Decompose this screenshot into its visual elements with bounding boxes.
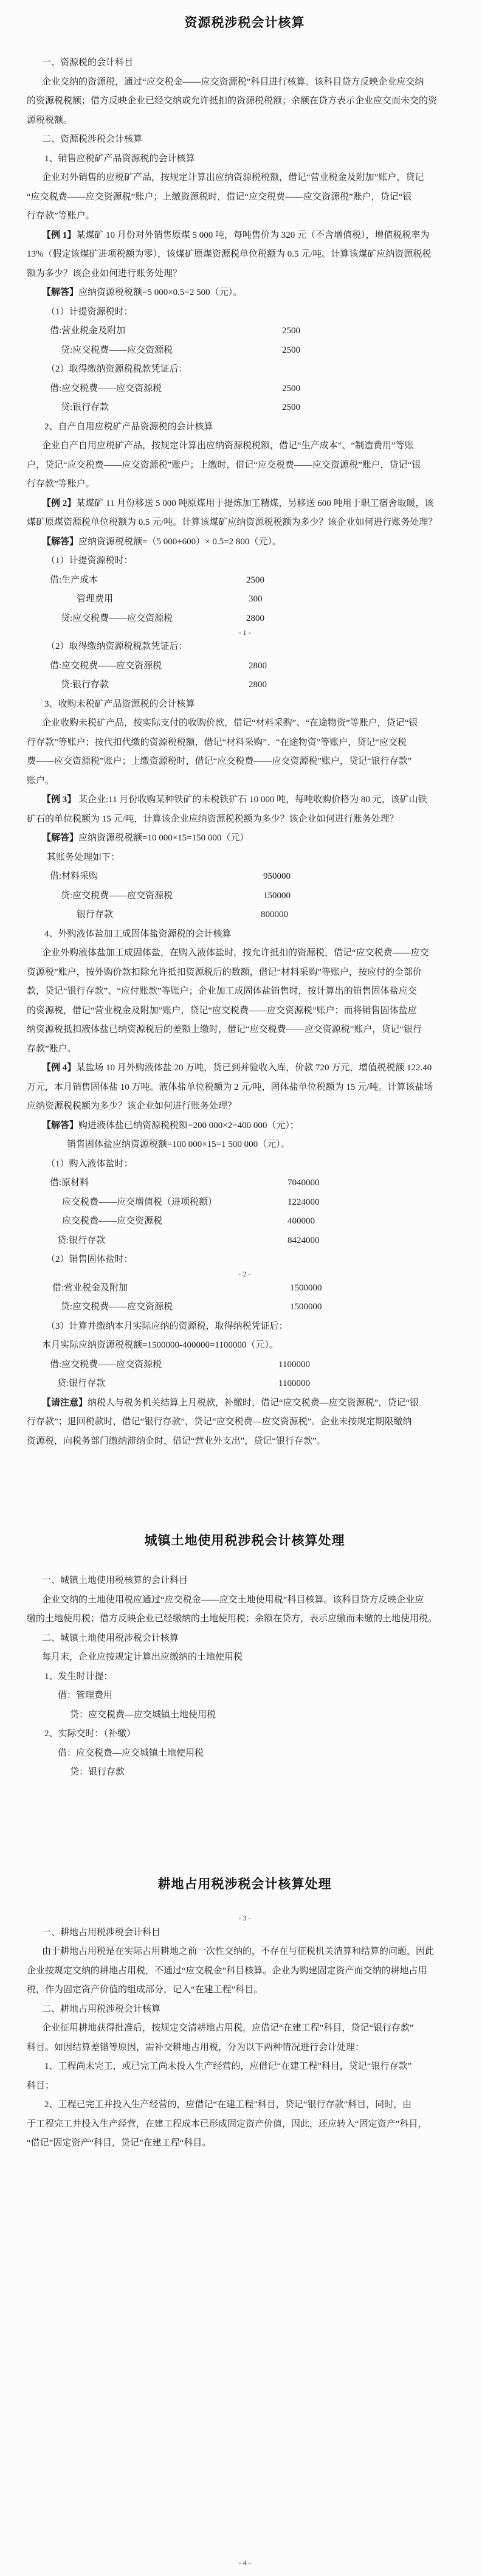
doc-line: 2、自产自用应税矿产品资源税的会计核算 — [44, 421, 213, 432]
doc-line: 行存款”等账户。 — [27, 211, 95, 221]
doc-line: 由于耕地占用税是在实际占用耕地之前一次性交纳的，不存在与征税机关清算和结算的问题，因此 — [42, 1947, 435, 1956]
doc-line: 企业对外销售的应税矿产品，按规定计算出应纳资源税税额，借记“营业税金及附加”账户，贷记 — [42, 173, 424, 182]
section-title: 耕地占用税涉税会计核算处理 — [157, 1876, 332, 1891]
emphasis-label: 【例 4】 — [42, 1063, 77, 1073]
doc-line: 贷：应交税费—应交城镇土地使用税 — [70, 1709, 216, 1720]
doc-line: 企业交纳的资源税，通过“应交税金——应交资源税”科目进行核算。该科目贷方反映企业应交纳 — [42, 77, 424, 87]
doc-line: 管理费用 300 — [27, 590, 463, 609]
doc-line: 贷:应交税费——应交资源税 1500000 — [27, 1298, 463, 1317]
ledger-amount: 1500000 — [290, 1302, 322, 1312]
doc-line: 矿石的单位税额为 15 元/吨，计算该企业应纳资源税税额为多少？该企业如何进行账务处理？ — [27, 814, 399, 824]
doc-line: 缴的土地使用税；借方反映企业已经缴纳的土地使用税；余额在贷方，表示应缴而未缴的土地使用税。 — [27, 1614, 438, 1624]
ledger-amount: 7040000 — [287, 1178, 320, 1188]
doc-line: 企业自产自用应税矿产品，按规定计算出应纳资源税税额，借记“生产成本”、“制造费用”等账 — [42, 441, 414, 451]
doc-line: 1、发生时计提： — [44, 1671, 113, 1681]
doc-line: 借:生产成本 2500 — [27, 571, 463, 590]
emphasis-label: 【解答】 — [42, 1120, 79, 1130]
doc-line: 其账务处理如下： — [47, 852, 120, 862]
ledger-amount: 800000 — [261, 910, 288, 919]
doc-line: （1）购入液体盐时： — [46, 1158, 133, 1169]
doc-line: 一、城镇土地使用税核算的会计科目 — [42, 1576, 188, 1585]
doc-line: 借：应交税费—应交城镇土地使用税 — [58, 1748, 204, 1758]
ledger-amount: 1100000 — [278, 1359, 310, 1369]
ledger-amount: 1100000 — [278, 1379, 310, 1388]
doc-line: 行存款”等账户。 — [27, 479, 95, 489]
doc-line: 2、实际交时：（补缴） — [44, 1729, 136, 1739]
ledger-amount: 2500 — [246, 575, 264, 585]
doc-line: 的资源税，借记“营业税金及附加”账户，贷记“应交税费——应交资源税”账户；而将销售固体盐应 — [27, 1005, 417, 1016]
doc-line: 应纳资源税税额为多少？该企业如何进行账务处理？ — [27, 1101, 237, 1111]
emphasis-label: 【请注意】 — [42, 1397, 88, 1408]
doc-line: 行存款”等账户；按代扣代缴的资源税税额，借记“材料采购”、“在途物资”等账户，贷记“应交税 — [27, 737, 407, 747]
doc-line: 企业外购液体盐加工成固体盐，在购入液体盐时，按允许抵扣的资源税，借记“应交税费——应交 — [42, 948, 429, 958]
doc-line: 二、资源税涉税会计核算 — [42, 134, 143, 144]
doc-line: 销售固体盐应纳资源税额=100 000×15=1 500 000（元）。 — [67, 1140, 290, 1149]
emphasis-label: 【例 3】 — [42, 795, 77, 805]
doc-line: 贷:应交税费——应交资源税 150000 — [27, 887, 463, 906]
section-farmland-occupation-tax — [27, 1875, 463, 2153]
doc-line: 【解答】应纳资源税税额=（5 000+600）× 0.5=2 800（元）。 — [42, 536, 281, 547]
doc-line: 纳资源税抵扣液体盐已纳资源税后的差额上缴时，借记“应交税费——应交资源税”账户，贷记“银行 — [27, 1025, 422, 1034]
ledger-amount: 2500 — [282, 326, 300, 336]
ledger-amount: 400000 — [287, 1216, 315, 1226]
emphasis-label: 【解答】 — [42, 833, 79, 843]
doc-line: 煤矿原煤资源税单位税额为 0.5 元/吨。计算该煤矿应纳资源税税额为多少？该企业如何进行账务处理？ — [27, 518, 438, 527]
ledger-amount: 2800 — [249, 680, 267, 690]
doc-line: 借:应交税费——应交资源税 2500 — [27, 379, 463, 399]
ledger-amount: 2800 — [249, 660, 267, 671]
doc-line: 13%（假定该煤矿进项税额为零），该煤矿原煤资源税单位税额为 0.5 元/吨。计算该煤矿应纳资源税税 — [27, 249, 432, 259]
doc-line: 银行存款 800000 — [27, 905, 463, 925]
doc-line: 【解答】应纳资源税税额=5 000×0.5=2 500（元）。 — [42, 288, 243, 297]
doc-line: 借:材料采购 950000 — [27, 867, 463, 887]
emphasis-label: 【例 1】 — [42, 230, 77, 240]
page-number: - 1 - — [238, 628, 251, 637]
doc-line: 企业征用耕地获得批准后，按规定交清耕地占用税，应借记“在建工程”科目，贷记“银行存款” — [42, 2023, 414, 2033]
doc-line: 借:营业税金及附加 1500000 — [27, 1279, 463, 1298]
doc-line: 税，作为固定资产价值的组成部分，记入“在建工程”科目。 — [27, 1985, 263, 1995]
section-title: 资源税涉税会计核算 — [184, 15, 305, 30]
doc-line: 贷:银行存款 1100000 — [27, 1374, 463, 1394]
doc-line: 3、收购未税矿产品资源税的会计核算 — [44, 699, 195, 709]
doc-line: 行存款”；退回税款时，借记“银行存款”，贷记“应交税费—应交资源税”。企业未按规定期限缴纳 — [27, 1417, 412, 1427]
doc-line: 二、城镇土地使用税涉税会计核算 — [42, 1633, 179, 1643]
doc-line: （2）取得缴纳资源税税款凭证后： — [46, 364, 188, 374]
doc-line: 【例 2】某煤矿 11 月份移送 5 000 吨原煤用于提炼加工精煤，另移送 600 吨用于职工宿舍取暖，该 — [42, 498, 434, 508]
doc-line: 贷:银行存款 8424000 — [27, 1231, 463, 1251]
ledger-amount: 1500000 — [290, 1283, 322, 1293]
doc-line: “应交税费——应交资源税”账户；上缴资源税时，借记“应交税费——应交资源税”账户，贷记“银 — [27, 192, 412, 202]
doc-line: 1、销售应税矿产品资源税的会计核算 — [44, 153, 195, 164]
section-body — [27, 54, 463, 1451]
emphasis-label: 【解答】 — [42, 288, 79, 297]
page-number: - 3 - — [238, 1913, 251, 1922]
doc-line: 二、耕地占用税涉税会计核算 — [42, 2004, 161, 2014]
doc-line: 科目。如因结算差错等原因，需补交耕地占用税，分为以下两种情况进行会计处理： — [27, 2042, 365, 2052]
doc-line: 额为多少？该企业如何进行账务处理？ — [27, 268, 182, 279]
doc-line: 于工程完工并投入生产经营，在建工程成本已形成固定资产价值，因此，还应转入“固定资产”科目， — [27, 2119, 427, 2129]
doc-line: （3）计算并缴纳本月实际应纳的资源税，取得纳税凭证后： — [46, 1321, 288, 1331]
doc-line: 户，贷记“应交税费——应交资源税”账户；上缴时，借记“应交税费——应交资源税”账户，贷记“银 — [27, 460, 421, 470]
doc-line: （1）计提资源税时： — [46, 556, 133, 566]
doc-line: 万元，本月销售固体盐 10 万吨。液体盐单位税额为 2 元/吨，固体盐单位税额为 15 元/吨。计算该盐场 — [27, 1082, 433, 1092]
doc-line: 款，贷记“银行存款”、“应付账款”等账户；企业加工成固体盐销售时，按计算出的销售固体盐应交 — [27, 986, 417, 996]
doc-line: 贷:应交税费——应交资源税 2800 — [27, 609, 463, 629]
doc-line: 贷:银行存款 2800 — [27, 676, 463, 695]
doc-line: 4、外购液体盐加工成固体盐资源税的会计核算 — [44, 929, 232, 939]
section-body — [27, 1893, 463, 2153]
document-content — [0, 13, 482, 2567]
doc-line: 源税税额。 — [27, 115, 73, 125]
doc-line: 【解答】购进液体盐已纳资源税税额=200 000×2=400 000（元）； — [42, 1120, 299, 1130]
section-resource-tax — [27, 13, 463, 1451]
doc-line: 应交税费——应交增值税（进项税额） 1224000 — [27, 1193, 463, 1213]
doc-line: 科目； — [27, 2080, 55, 2091]
doc-line: 企业按规定交纳的耕地占用税，不通过“应交税金”科目核算。企业为购建固定资产而交纳的耕地占用 — [27, 1965, 427, 1976]
ledger-amount: 300 — [249, 594, 263, 604]
ledger-amount: 2500 — [282, 403, 300, 412]
doc-line: 借:原材料 7040000 — [27, 1174, 463, 1193]
ledger-amount: 1224000 — [287, 1197, 320, 1207]
doc-line: 资源税，向税务部门缴纳滞纳金时，借记“营业外支出”，贷记“银行存款”。 — [27, 1436, 326, 1446]
doc-line: 借:应交税费——应交资源税 2800 — [27, 657, 463, 676]
doc-line: 资源税”账户，按外购价款扣除允许抵扣资源税后的数额，借记“材料采购”等账户，按应付的全部价 — [27, 967, 422, 977]
section-urban-land-use-tax — [27, 1531, 463, 1782]
ledger-amount: 950000 — [263, 871, 291, 881]
doc-line: 【例 1】某煤矿 10 月份对外销售原煤 5 000 吨，每吨售价为 320 元（不含增值税），增值税税率为 — [42, 230, 430, 240]
page-number: - 4 - — [238, 2558, 251, 2567]
doc-line: 【例 3】 某企业:11 月份收购某种铁矿的未税铁矿石 10 000 吨，每吨收购价格为 80 元，该矿山铁 — [42, 795, 427, 805]
doc-line: （2）销售固体盐时： — [46, 1255, 133, 1264]
doc-line: 1、工程尚未完工，或已完工尚未投入生产经营的，应借记“在建工程”科目，贷记“银行存款” — [44, 2062, 412, 2071]
page-number: - 2 - — [238, 1269, 251, 1278]
doc-line: 一、耕地占用税涉税会计科目 — [42, 1927, 161, 1937]
section-title: 城镇土地使用税涉税会计核算处理 — [144, 1533, 345, 1548]
doc-line: （2）取得缴纳资源税税款凭证后： — [46, 642, 188, 651]
doc-line: 【例 4】某盐场 10 月外购液体盐 20 万吨，货已到并验收入库，价款 720 万元，增值税税额 122.40 — [42, 1063, 432, 1073]
doc-line: 本月实际应纳资源税税额=1500000-400000=1100000（元）。 — [42, 1340, 278, 1350]
doc-line: （1）计提资源税时： — [46, 306, 133, 317]
doc-line: 费——应交资源税”账户；上缴资源税时，借记“应交税费——应交资源税”账户，贷记“银行存款” — [27, 757, 412, 766]
doc-line: 【请注意】纳税人与税务机关结算上月税款，补缴时，借记“应交税费—应交资源税”，贷记“银 — [42, 1397, 419, 1408]
spacer — [27, 1893, 463, 1914]
doc-line: 借：管理费用 — [58, 1691, 113, 1700]
doc-line: 2、工程已完工并投入生产经营的，应借记“在建工程”科目，贷记“银行存款”科目，同时，由 — [44, 2100, 412, 2110]
doc-line: 企业交纳的土地使用税应通过“应交税金——应交土地使用税”科目核算。该科目贷方反映企业应 — [42, 1594, 424, 1605]
ledger-amount: 2500 — [282, 345, 300, 355]
emphasis-label: 【例 2】 — [42, 498, 77, 508]
doc-line: 存款”账户。 — [27, 1044, 77, 1054]
ledger-amount: 2800 — [246, 613, 264, 623]
doc-line: 【解答】应纳资源税税额=10 000×15=150 000（元） — [42, 833, 249, 843]
doc-line: 的资源税税额；借方反映企业已经交纳或允许抵扣的资源税税额；余额在贷方表示企业应交而未交的资 — [27, 96, 438, 106]
doc-line: 贷:应交税费——应交资源税 2500 — [27, 341, 463, 361]
doc-line: 贷：银行存款 — [70, 1767, 125, 1777]
doc-line: 每月末，企业应按规定计算出应缴纳的土地使用税 — [42, 1652, 243, 1662]
ledger-amount: 2500 — [282, 383, 300, 393]
doc-line: 一、资源税的会计科目 — [42, 58, 134, 68]
doc-line: 应交税费——应交资源税 400000 — [27, 1212, 463, 1231]
doc-line: 企业收购未税矿产品，按实际支付的收购价款，借记“材料采购”、“在途物资”等账户，贷记“银 — [42, 718, 418, 728]
section-body — [27, 1571, 463, 1782]
doc-line: 贷:银行存款 2500 — [27, 398, 463, 418]
ledger-amount: 150000 — [263, 890, 291, 901]
ledger-amount: 8424000 — [287, 1235, 320, 1245]
doc-line: 借:应交税费——应交资源税 1100000 — [27, 1356, 463, 1375]
emphasis-label: 【解答】 — [42, 536, 79, 547]
doc-line: 借:营业税金及附加 2500 — [27, 322, 463, 341]
doc-line: 账户。 — [27, 775, 55, 786]
doc-line: “借记”固定资产“科目，贷记”在建工程“科目。 — [27, 2138, 212, 2148]
